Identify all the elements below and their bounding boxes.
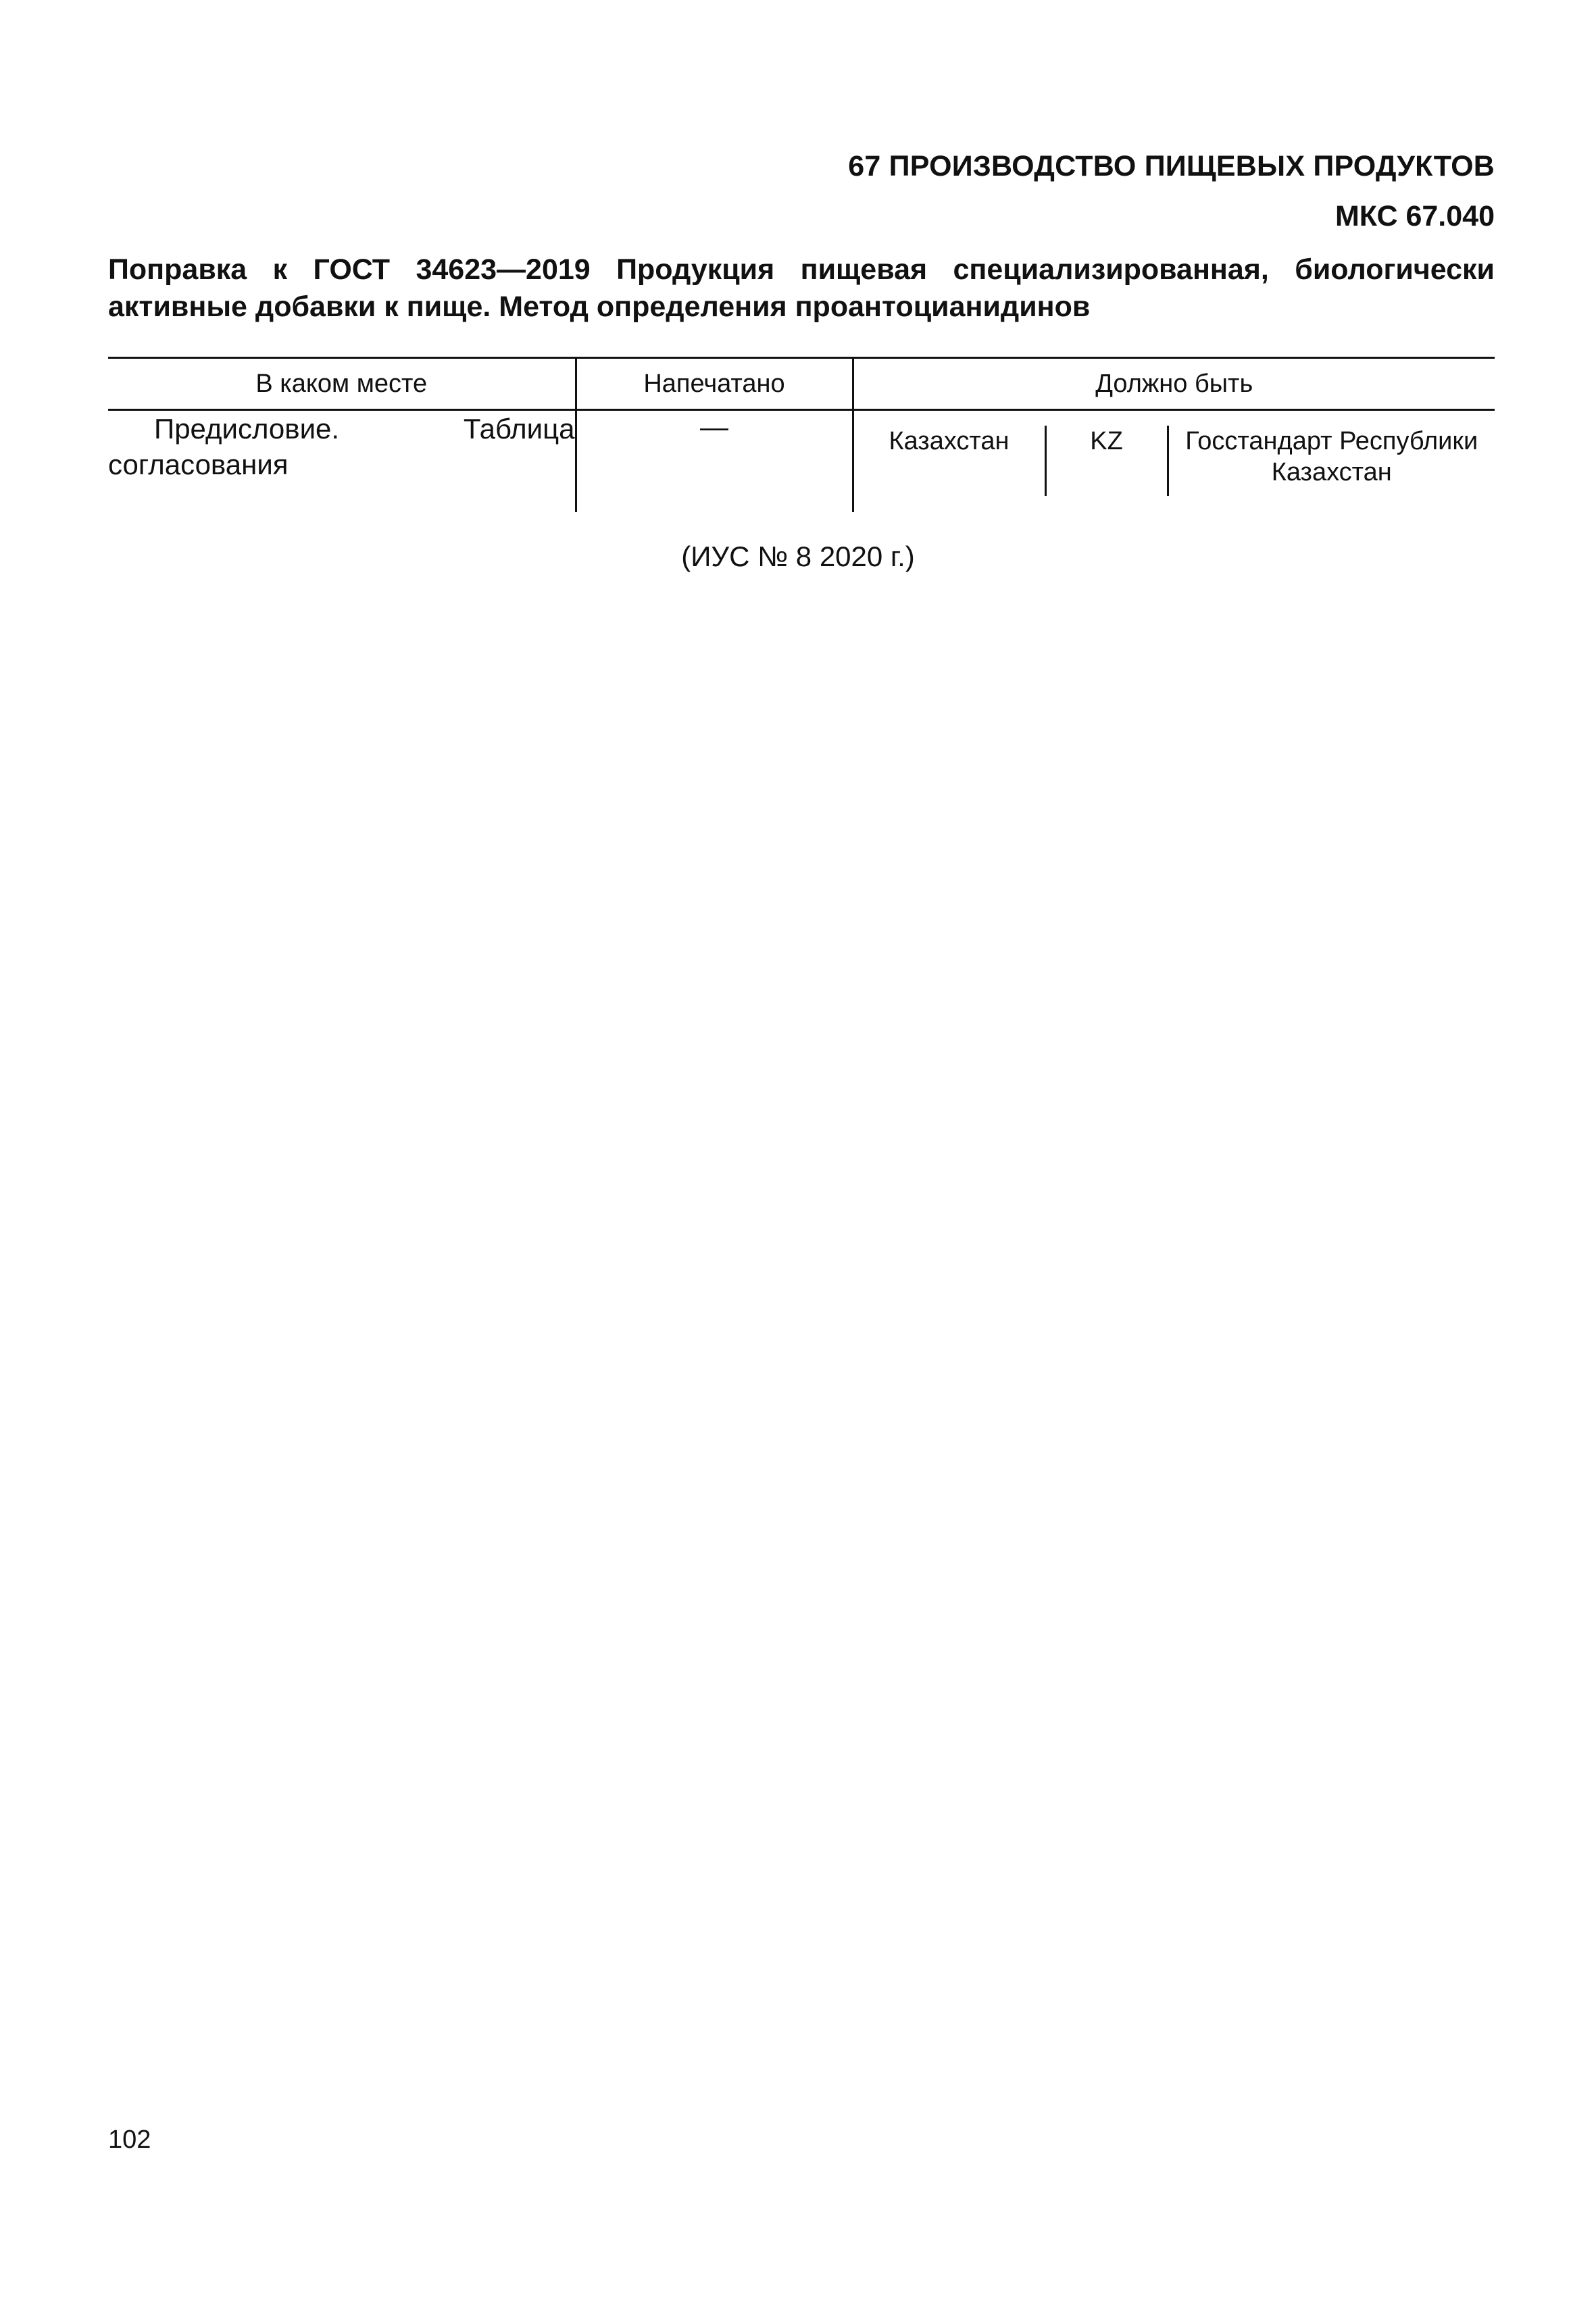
should-be-row bbox=[854, 411, 1495, 512]
amendment-title: Поправка к ГОСТ 34623—2019 Продукция пищевая специализированная, биологически активные добавки к пище. Метод определения проантоцианидинов bbox=[108, 253, 1495, 323]
page-number: 102 bbox=[108, 2126, 151, 2154]
corrections-table bbox=[108, 357, 1495, 512]
table-row bbox=[108, 410, 1495, 513]
cell-place: Предисловие. Таблица согласования bbox=[108, 413, 575, 480]
header-should-be: Должно быть bbox=[853, 358, 1495, 410]
cell-printed: — bbox=[576, 410, 853, 513]
should-be-code: KZ bbox=[1045, 426, 1167, 496]
classifier-code: МКС 67.040 bbox=[1335, 200, 1495, 232]
source-note: (ИУС № 8 2020 г.) bbox=[681, 540, 915, 572]
header-place: В каком месте bbox=[108, 358, 576, 410]
section-heading: 67 ПРОИЗВОДСТВО ПИЩЕВЫХ ПРОДУКТОВ bbox=[848, 150, 1495, 182]
table-header-row bbox=[108, 358, 1495, 410]
header-printed: Напечатано bbox=[576, 358, 853, 410]
should-be-agency: Госстандарт Республики Казахстан bbox=[1167, 426, 1495, 496]
should-be-country: Казахстан bbox=[889, 427, 1009, 455]
cell-should-be bbox=[853, 410, 1495, 513]
